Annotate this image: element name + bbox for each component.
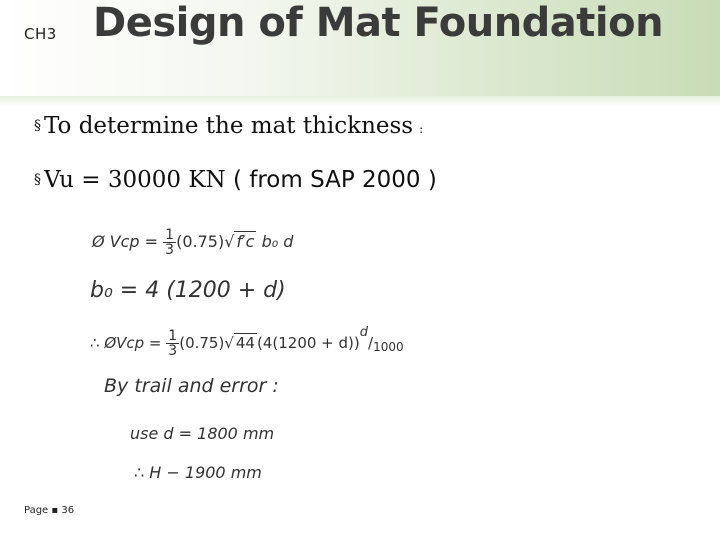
formula-lhs: ØVcp = [104, 334, 162, 352]
formula-perimeter: b₀ = 4 (1200 + d) [90, 278, 286, 303]
fraction [163, 228, 176, 257]
radicand: 44 [235, 334, 255, 352]
formula-punching-shear [92, 228, 293, 257]
sqrt-symbol: √ [224, 334, 234, 352]
page-number: Page ▪ 36 [24, 505, 75, 516]
result-text: H − 1900 mm [149, 463, 262, 482]
bullet-suffix: : [419, 122, 424, 136]
coefficient: (0.75) [176, 232, 225, 251]
chosen-depth: use d = 1800 mm [130, 424, 275, 443]
sqrt-symbol: √ [224, 232, 235, 251]
bullet-text: Vu = 30000 KN [44, 167, 226, 193]
slash: / [368, 334, 374, 352]
bullet-icon: § [34, 172, 41, 188]
bullet-icon: § [34, 118, 41, 134]
bullet-vu [34, 167, 437, 193]
radicand: f′c [236, 232, 255, 251]
bullet-text: To determine the mat thickness [44, 113, 414, 139]
d-superscript: d [359, 325, 369, 340]
fraction-numerator: 1 [168, 328, 178, 344]
formula-rest: b₀ d [261, 232, 294, 251]
denominator-value: 1000 [373, 340, 404, 354]
bullet-mat-thickness [34, 113, 423, 139]
therefore-symbol: ∴ [134, 463, 145, 482]
slide-title: Design of Mat Foundation [93, 0, 664, 46]
formula-substituted [90, 325, 404, 358]
bullet-source-note: ( from SAP 2000 ) [232, 167, 437, 193]
trial-and-error-label: By trail and error : [104, 375, 279, 397]
fraction [166, 329, 179, 358]
fraction-denominator: 3 [168, 343, 178, 359]
mat-thickness-result [134, 463, 262, 482]
formula-rest: (4(1200 + d)) [256, 334, 360, 352]
formula-lhs: Ø Vcp = [92, 232, 159, 251]
fraction-numerator: 1 [165, 227, 175, 243]
therefore-symbol: ∴ [90, 334, 100, 352]
coefficient: (0.75) [179, 334, 225, 352]
fraction-denominator: 3 [165, 242, 175, 258]
chapter-label: CH3 [24, 25, 57, 43]
header-accent [0, 96, 720, 106]
